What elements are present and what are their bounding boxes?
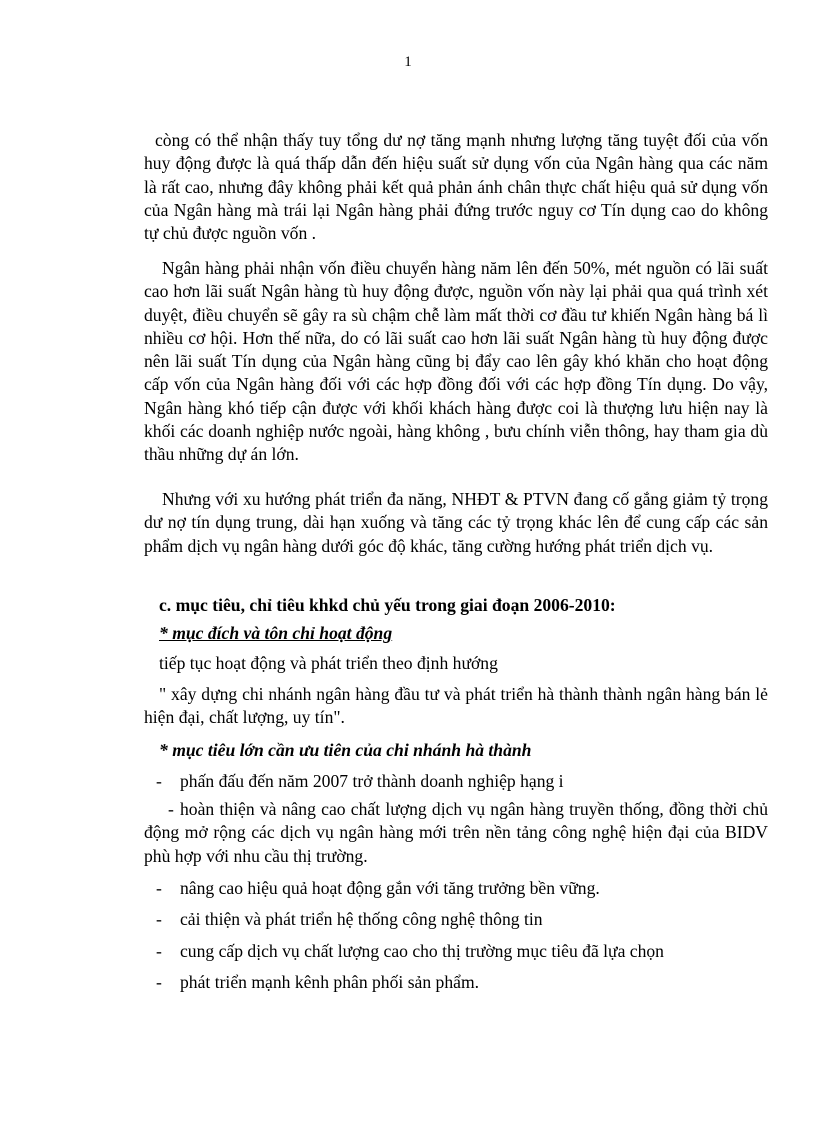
continue-line: tiếp tục hoạt động và phát triển theo định hướng [159,653,498,673]
heading-goals: * mục tiêu lớn cần ưu tiên của chi nhánh hà thành [159,740,532,760]
bullet-text: hoàn thiện và nâng cao chất lượng dịch vụ ngân hàng truyền thống, đồng thời chủ động mở rộng các dịch vụ ngân hàng mới trên nền tảng công nghệ hiện đại của BIDV phù hợp với nhu cầu thị trường. [144,799,768,866]
bullet-item-4 [156,908,768,931]
paragraph-3: Nhưng với xu hướng phát triển đa năng, NHĐT & PTVN đang cố gắng giảm tỷ trọng dư nợ tín dụng trung, dài hạn xuống và tăng các tỷ trọng khác lên để cung cấp các sản phẩm dịch vụ ngân hàng dưới góc độ khác, tăng cường hướng phát triển dịch vụ. [144,489,768,556]
bullet-dash: - [156,771,162,791]
bullet-dash: - [156,941,162,961]
bullet-text: phát triển mạnh kênh phân phối sản phẩm. [180,972,480,992]
quote-paragraph: " xây dựng chi nhánh ngân hàng đầu tư và phát triển hà thành thành ngân hàng bán lẻ hiện đại, chất lượng, uy tín". [144,684,768,728]
bullet-item-3 [156,877,768,900]
bullet-item-5 [156,940,768,963]
page-number: 1 [404,54,412,70]
bullet-item-2 [144,798,768,868]
bullet-text: nâng cao hiệu quả hoạt động gắn với tăng trưởng bền vững. [180,878,600,898]
paragraph-1: còng có thể nhận thấy tuy tổng dư nợ tăng mạnh nhưng lượng tăng tuyệt đối của vốn huy động được là quá thấp dẫn đến hiệu suất sử dụng vốn của Ngân hàng qua các năm là rất cao, nhưng đây không phải kết quả phản ánh chân thực chất hiệu quả sử dụng vốn của Ngân hàng mà trái lại Ngân hàng phải đứng trước nguy cơ Tín dụng cao do không tự chủ được nguồn vốn . [144,130,768,244]
bullet-dash: - [168,799,174,819]
section-heading-c: c. mục tiêu, chỉ tiêu khkd chủ yếu trong giai đoạn 2006-2010: [159,595,616,615]
bullet-item-6 [156,971,768,994]
bullet-text: cung cấp dịch vụ chất lượng cao cho thị trường mục tiêu đã lựa chọn [180,941,664,961]
paragraph-2: Ngân hàng phải nhận vốn điều chuyển hàng năm lên đến 50%, mét nguồn có lãi suất cao hơn lãi suất Ngân hàng tù huy động được, nguồn vốn này lại phải qua quá trình xét duyệt, điều chuyển sẽ gây ra sù chậm chễ làm mất thời cơ đầu tư khiến Ngân hàng bá lì nhiều cơ hội. Hơn thế nữa, do có lãi suất cao hơn lãi suất Ngân hàng tù huy động được nên lãi suất Tín dụng của Ngân hàng cũng bị đẩy cao lên gây khó khăn cho hoạt động cấp vốn của Ngân hàng đối với các hợp đồng đối với các hợp đồng Tín dụng. Do vậy, Ngân hàng khó tiếp cận được với khối khách hàng được coi là thượng lưu hiện nay là khối các doanh nghiệp nước ngoài, hàng không , bưu chính viễn thông, hay tham gia dù thầu những dự án lớn. [144,258,768,465]
heading-purpose: * mục đích và tôn chỉ hoạt động [159,623,393,643]
bullet-text: cải thiện và phát triển hệ thống công nghệ thông tin [180,909,543,929]
bullet-dash: - [156,878,162,898]
bullet-text: phấn đấu đến năm 2007 trở thành doanh nghiệp hạng i [180,771,564,791]
bullet-dash: - [156,972,162,992]
bullet-item-1 [156,770,768,793]
bullet-dash: - [156,909,162,929]
